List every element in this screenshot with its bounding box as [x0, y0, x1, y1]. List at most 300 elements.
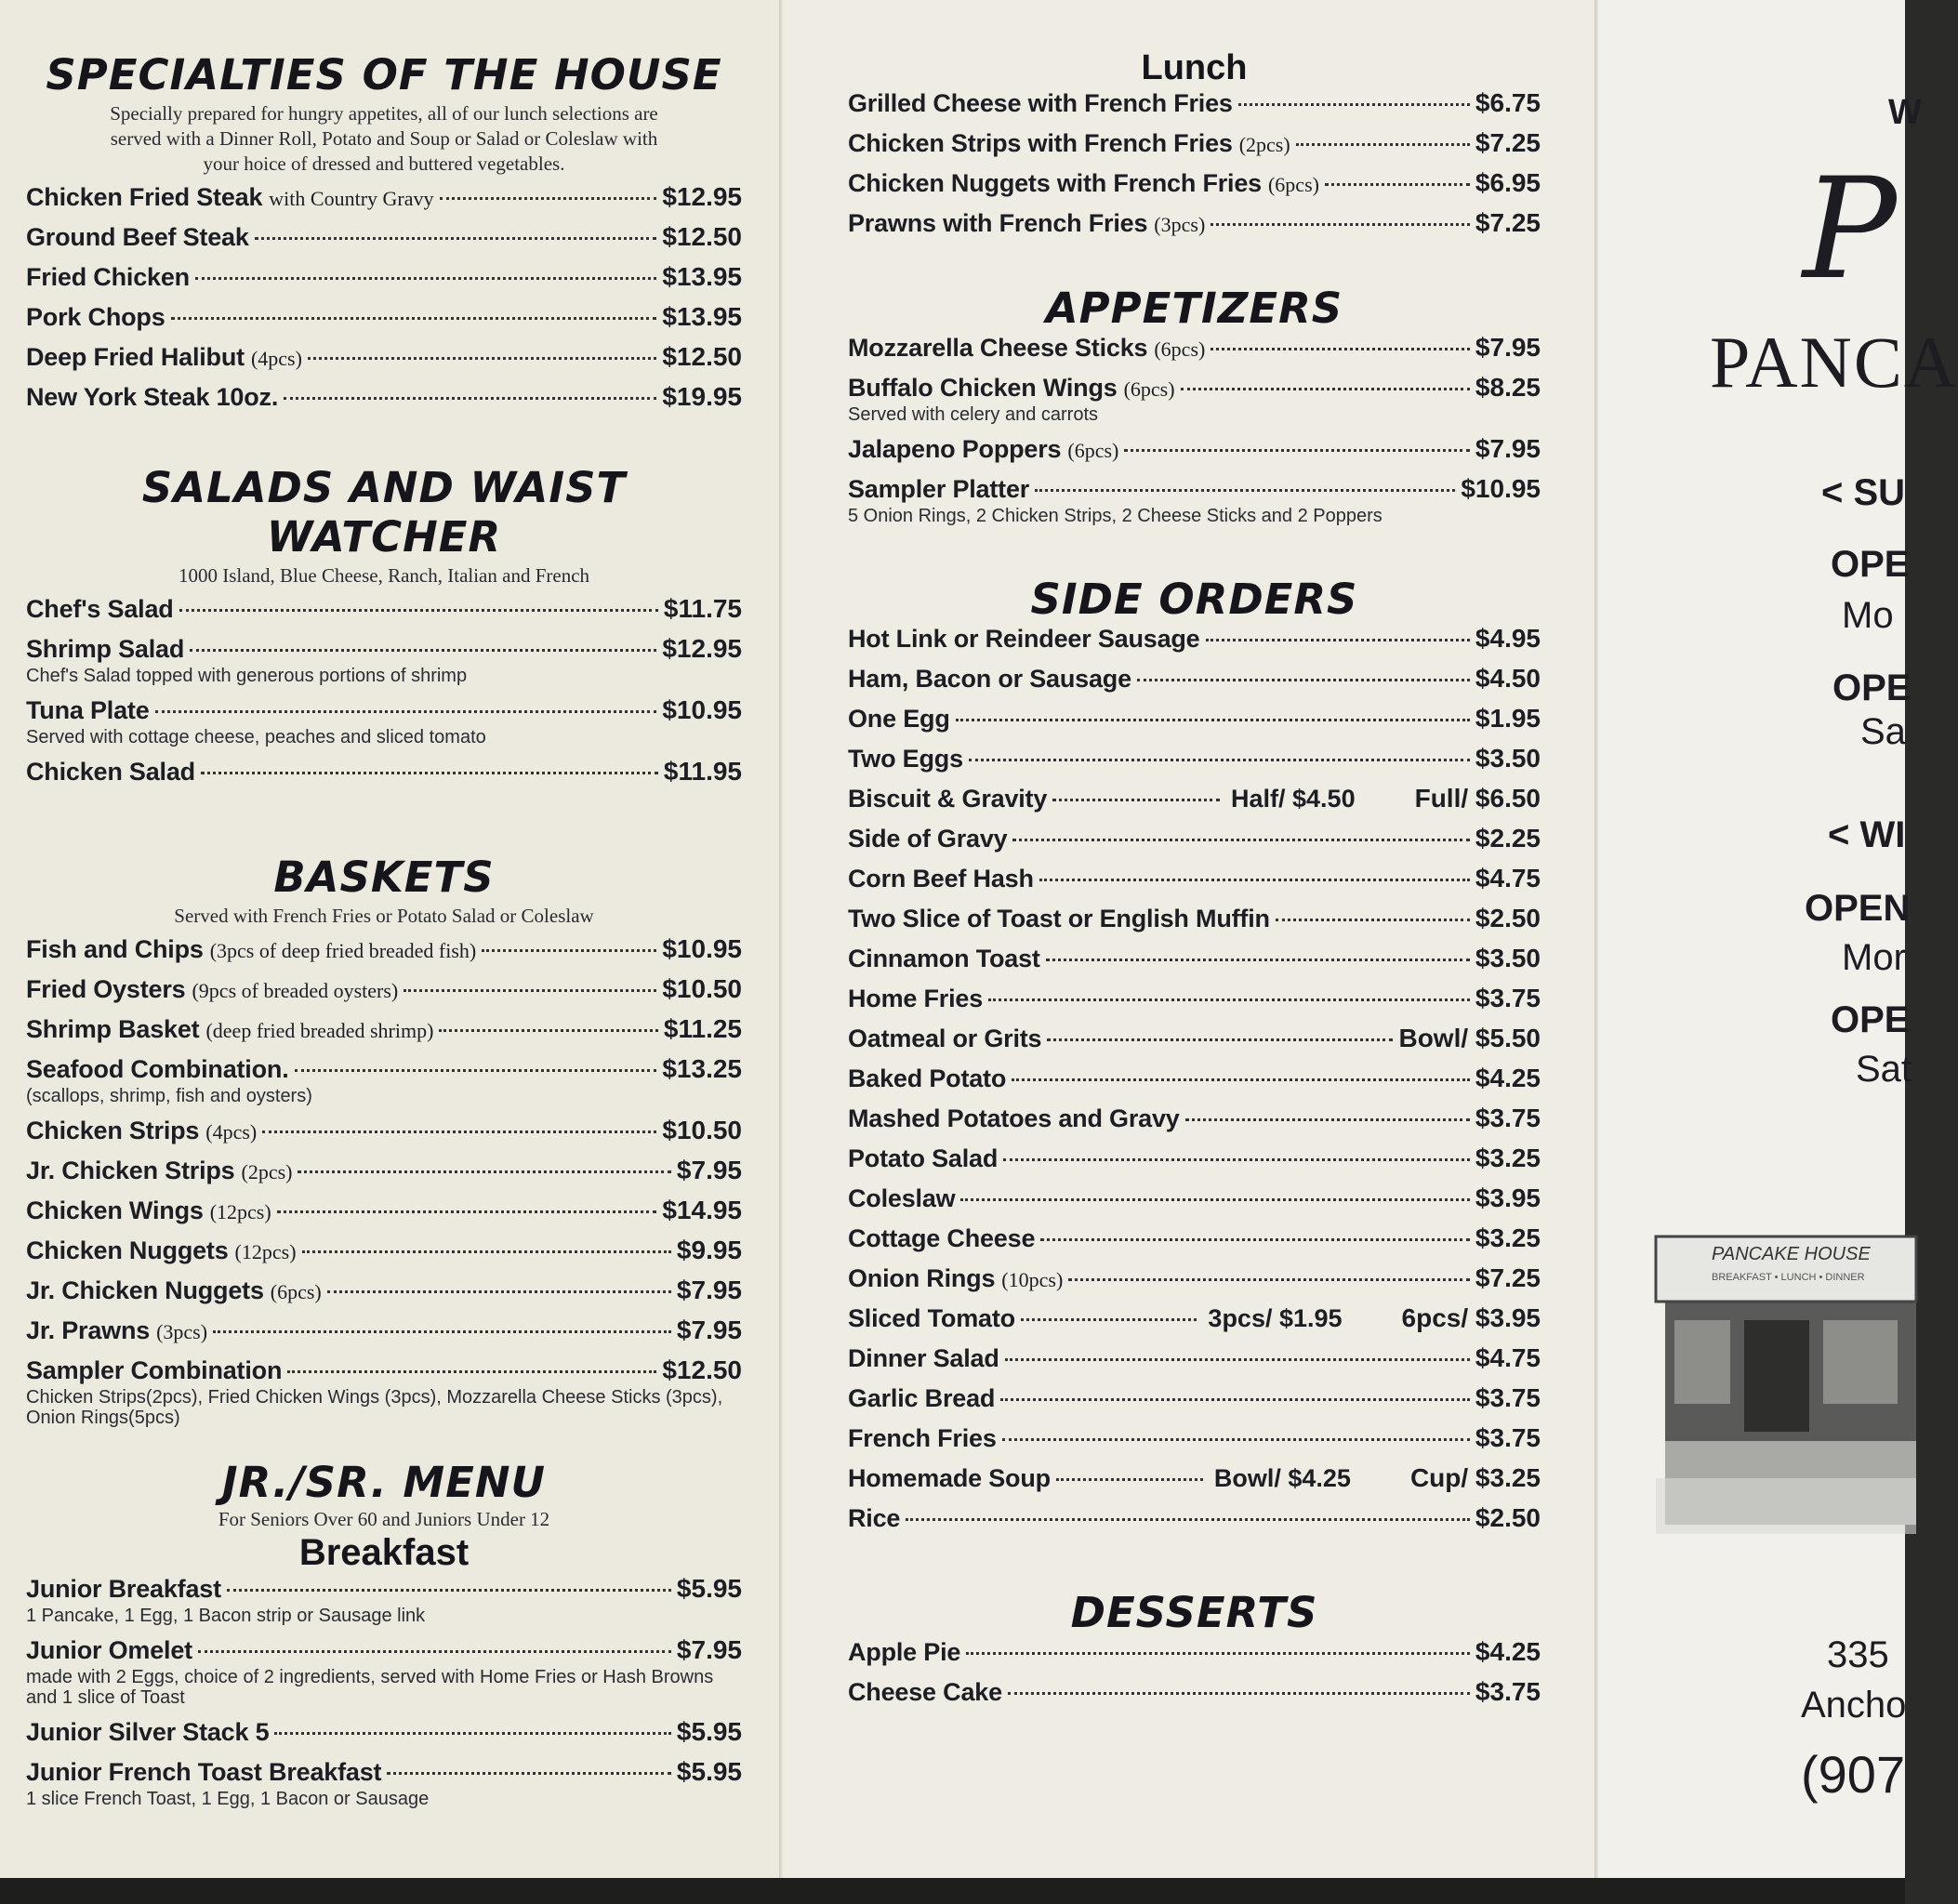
specialties-title: SPECIALTIES OF THE HOUSE [46, 50, 722, 99]
item-name: Sliced Tomato [848, 1304, 1015, 1332]
menu-item-row [848, 1223, 1541, 1263]
item-price: $11.95 [663, 757, 742, 786]
item-price: $2.50 [1475, 1503, 1541, 1532]
dot-leader [404, 989, 656, 992]
menu-item [848, 944, 1541, 984]
item-detail: (3pcs) [156, 1320, 208, 1343]
item-price: $10.95 [1461, 474, 1541, 503]
dot-leader [1238, 103, 1470, 106]
item-name: Homemade Soup [848, 1464, 1051, 1492]
menu-item [26, 757, 742, 797]
menu-item-row [26, 1717, 742, 1757]
item-name: Hot Link or Reindeer Sausage [848, 625, 1200, 653]
item-price: $3.75 [1475, 1677, 1541, 1706]
item-detail: (4pcs) [250, 347, 302, 370]
dot-leader [1137, 679, 1470, 681]
item-note: Served with celery and carrots [848, 404, 1099, 425]
menu-item [848, 864, 1541, 904]
item-note: 5 Onion Rings, 2 Chicken Strips, 2 Cheese Sticks and 2 Poppers [848, 506, 1383, 526]
menu-item-row [848, 1144, 1541, 1183]
item-note: made with 2 Eggs, choice of 2 ingredients, served with Home Fries or Hash Browns and 1 slice of Toast [26, 1667, 714, 1708]
menu-item-row [848, 944, 1541, 984]
dot-leader [1211, 348, 1470, 350]
menu-item-row [848, 434, 1541, 474]
item-price: $11.75 [663, 594, 742, 623]
dot-leader [284, 397, 656, 400]
dot-leader [1008, 1692, 1470, 1695]
specialties-description: Specially prepared for hungry appetites, all of our lunch selections are served with a Dinner Roll, Potato and Soup or Salad or Coleslaw with your hoice of dressed and buttered vegetables. [110, 102, 658, 175]
menu-item-row [26, 1635, 742, 1667]
item-name: Potato Salad [848, 1144, 999, 1172]
item-note: Chicken Strips(2pcs), Fried Chicken Wings (3pcs), Mozzarella Cheese Sticks (3pcs), Onion Rings(5pcs) [26, 1387, 723, 1428]
item-price: $3.25 [1475, 1223, 1541, 1252]
menu-item-row [26, 757, 742, 797]
item-price: $2.50 [1475, 904, 1541, 932]
item-name: Tuna Plate [26, 696, 150, 724]
menu-item-row [848, 1303, 1541, 1343]
cover-hours-heading-1: < SU [1821, 472, 1906, 513]
dot-leader [1035, 489, 1455, 492]
cover-open-1: OPE [1831, 544, 1910, 585]
cover-script-logo: P [1803, 149, 1897, 311]
item-name: Sampler Platter [848, 475, 1030, 503]
item-name: Shrimp Salad [26, 635, 185, 663]
item-detail: (2pcs) [241, 1160, 293, 1183]
item-name: French Fries [848, 1424, 997, 1452]
menu-item-row [848, 168, 1541, 208]
item-price: $19.95 [662, 382, 742, 411]
menu-item [848, 208, 1541, 248]
dot-leader [287, 1370, 656, 1373]
item-name: Cheese Cake [848, 1678, 1002, 1706]
menu-item-row [26, 974, 742, 1014]
dot-leader [1206, 639, 1470, 641]
menu-item [848, 984, 1541, 1024]
item-note: Served with cottage cheese, peaches and sliced tomato [26, 727, 486, 747]
menu-item [848, 88, 1541, 128]
menu-item [26, 1236, 742, 1276]
menu-item-row [848, 624, 1541, 664]
dot-leader [155, 710, 657, 713]
cover-day-1: Mo [1842, 595, 1894, 636]
item-name: Two Slice of Toast or English Muffin [848, 905, 1270, 932]
dot-leader [1056, 1478, 1203, 1481]
item-detail: (6pcs) [1267, 173, 1319, 196]
dot-leader [1003, 1158, 1470, 1161]
item-name: Jr. Chicken Nuggets [26, 1276, 264, 1304]
dot-leader [1012, 1078, 1470, 1081]
item-detail: (6pcs) [1154, 337, 1206, 361]
menu-item-row [26, 695, 742, 727]
jrsr-description: For Seniors Over 60 and Juniors Under 12 [218, 1508, 550, 1530]
desserts-list [848, 1637, 1541, 1717]
item-name: Fried Oysters [26, 975, 186, 1003]
dot-leader [277, 1210, 657, 1213]
menu-item-row [26, 342, 742, 382]
menu-item [26, 302, 742, 342]
menu-item [848, 784, 1541, 824]
cover-brand-name: PANCA [1710, 322, 1958, 403]
item-name: Buffalo Chicken Wings [848, 374, 1118, 402]
item-price: $10.95 [662, 934, 742, 963]
item-name: Cinnamon Toast [848, 945, 1040, 972]
item-price: Cup/ $3.25 [1409, 1463, 1541, 1492]
item-detail: (9pcs of breaded oysters) [192, 979, 399, 1002]
menu-item [848, 1223, 1541, 1263]
menu-item [848, 474, 1541, 526]
dot-leader [1181, 388, 1470, 390]
item-name: Side of Gravy [848, 825, 1008, 853]
menu-item-row [848, 744, 1541, 784]
baskets-description: Served with French Fries or Potato Salad or Coleslaw [174, 905, 594, 927]
menu-item [26, 1574, 742, 1626]
menu-item [848, 1343, 1541, 1383]
dot-leader [1021, 1318, 1197, 1321]
item-name: One Egg [848, 705, 950, 733]
item-name: Fish and Chips [26, 935, 204, 963]
menu-item [26, 1014, 742, 1054]
item-name: Garlic Bread [848, 1384, 996, 1412]
menu-item-row [26, 182, 742, 222]
menu-item-row [26, 302, 742, 342]
dot-leader [1012, 839, 1469, 841]
menu-item [848, 744, 1541, 784]
menu-item [26, 1054, 742, 1106]
item-name: Chicken Nuggets [26, 1236, 229, 1264]
item-name: Home Fries [848, 985, 984, 1012]
menu-item-row [26, 1757, 742, 1789]
dot-leader [201, 772, 658, 774]
dot-leader [966, 1652, 1470, 1655]
menu-cover-panel [1598, 0, 1958, 1878]
cover-day-2: Sa [1860, 711, 1906, 752]
dot-leader [387, 1772, 671, 1775]
cover-hours-heading-2: < WI [1828, 814, 1906, 855]
sides-title: SIDE ORDERS [1030, 575, 1358, 624]
item-price: $7.95 [676, 1156, 742, 1184]
item-detail: (3pcs) [1154, 213, 1206, 236]
item-name: Grilled Cheese with French Fries [848, 89, 1233, 117]
menu-item-row [26, 1116, 742, 1156]
item-price: $3.25 [1475, 1144, 1541, 1172]
item-name: Ham, Bacon or Sausage [848, 665, 1131, 693]
menu-item-row [848, 1423, 1541, 1463]
item-name: Chicken Salad [26, 758, 195, 786]
item-name: Seafood Combination. [26, 1055, 289, 1083]
menu-item [26, 1316, 742, 1355]
cover-open-3: OPEN [1805, 888, 1911, 929]
menu-item-row [848, 1343, 1541, 1383]
cover-address-line-1: 335 [1827, 1634, 1889, 1675]
menu-item [26, 342, 742, 382]
menu-item [848, 1503, 1541, 1543]
item-note: 1 Pancake, 1 Egg, 1 Bacon strip or Sausage link [26, 1606, 426, 1626]
menu-item-row [26, 1054, 742, 1086]
menu-item [26, 222, 742, 262]
item-price: $12.95 [662, 634, 742, 663]
item-name: Oatmeal or Grits [848, 1025, 1042, 1052]
item-note: Chef's Salad topped with generous portions of shrimp [26, 666, 468, 686]
item-price: $4.75 [1475, 864, 1541, 892]
appetizers-list [848, 333, 1541, 526]
item-name: Chicken Strips [26, 1117, 200, 1144]
dot-leader [1185, 1118, 1470, 1121]
item-price: $12.50 [662, 222, 742, 251]
menu-item-row [26, 1196, 742, 1236]
item-price: $3.75 [1475, 1104, 1541, 1132]
item-price: $14.95 [662, 1196, 742, 1224]
menu-item [848, 434, 1541, 474]
item-price: $7.95 [1475, 333, 1541, 362]
item-name: Mashed Potatoes and Gravy [848, 1104, 1180, 1132]
item-detail: (12pcs) [209, 1200, 271, 1223]
item-price: $6.75 [1475, 88, 1541, 117]
dot-leader [969, 759, 1470, 761]
item-name: Apple Pie [848, 1638, 961, 1666]
item-price: $3.50 [1475, 744, 1541, 773]
menu-item [26, 695, 742, 747]
item-price: $10.50 [662, 974, 742, 1003]
item-price: $3.50 [1475, 944, 1541, 972]
item-price: $3.95 [1475, 1183, 1541, 1212]
item-price-small: Bowl/ $4.25 [1213, 1464, 1351, 1492]
item-name: Sampler Combination [26, 1356, 283, 1384]
menu-item [848, 1263, 1541, 1303]
item-price: $4.25 [1475, 1637, 1541, 1666]
item-name: Deep Fried Halibut [26, 343, 245, 371]
item-detail: (12pcs) [234, 1240, 297, 1263]
menu-item [848, 1677, 1541, 1717]
item-price: $2.25 [1475, 824, 1541, 853]
item-price: $13.95 [662, 262, 742, 291]
menu-item [26, 382, 742, 422]
item-price: $12.50 [662, 1355, 742, 1384]
menu-item [848, 1303, 1541, 1343]
dot-leader [327, 1290, 671, 1293]
jrsr-title: JR./SR. MENU [221, 1458, 547, 1507]
item-name: Rice [848, 1504, 901, 1532]
item-detail: (deep fried breaded shrimp) [205, 1019, 434, 1042]
jrsr-list [26, 1574, 742, 1809]
item-name: Corn Beef Hash [848, 865, 1034, 892]
cover-top-fragment: W [1888, 93, 1922, 132]
item-detail: (6pcs) [1123, 377, 1175, 401]
menu-item-row [26, 1236, 742, 1276]
item-name: Mozzarella Cheese Sticks [848, 334, 1148, 362]
cover-day-3: Mor [1842, 937, 1906, 978]
dot-leader [1276, 919, 1470, 921]
item-name: Prawns with French Fries [848, 209, 1148, 237]
menu-item [848, 373, 1541, 425]
item-price: $3.75 [1475, 1423, 1541, 1452]
item-price: Bowl/ $5.50 [1398, 1024, 1541, 1052]
salads-title: SALADS AND WAIST WATCHER [141, 463, 627, 562]
dot-leader [1046, 959, 1470, 961]
item-name: Pork Chops [26, 303, 165, 331]
menu-item [848, 624, 1541, 664]
menu-item [26, 1717, 742, 1757]
dot-leader [198, 1650, 671, 1653]
item-name: New York Steak 10oz. [26, 383, 279, 411]
menu-item [26, 634, 742, 686]
item-price: $11.25 [663, 1014, 742, 1043]
dot-leader [190, 649, 656, 652]
item-name: Shrimp Basket [26, 1015, 200, 1043]
menu-item-row [848, 1677, 1541, 1717]
item-price: $13.95 [662, 302, 742, 331]
item-detail: (6pcs) [1067, 439, 1119, 462]
item-name: Junior Breakfast [26, 1575, 221, 1603]
table-surface [0, 1878, 1905, 1904]
cover-day-4: Sat [1856, 1049, 1912, 1090]
item-name: Junior French Toast Breakfast [26, 1758, 382, 1786]
item-price: $7.95 [1475, 434, 1541, 463]
menu-item [26, 1196, 742, 1236]
dot-leader [302, 1250, 671, 1253]
menu-item [26, 182, 742, 222]
dot-leader [295, 1069, 657, 1072]
menu-item-row [26, 1574, 742, 1606]
dot-leader [1005, 1358, 1470, 1361]
menu-item [848, 1104, 1541, 1144]
dot-leader [1052, 799, 1220, 801]
item-price: $1.95 [1475, 704, 1541, 733]
dot-leader [255, 237, 657, 240]
menu-item [848, 1024, 1541, 1064]
item-name: Dinner Salad [848, 1344, 999, 1372]
dot-leader [482, 949, 656, 952]
item-price: $3.75 [1475, 1383, 1541, 1412]
item-name: Jr. Chicken Strips [26, 1157, 235, 1184]
item-name: Cottage Cheese [848, 1224, 1036, 1252]
menu-item [848, 1144, 1541, 1183]
item-name: Jalapeno Poppers [848, 435, 1062, 463]
menu-item [848, 1423, 1541, 1463]
item-price: $4.75 [1475, 1343, 1541, 1372]
dot-leader [171, 317, 657, 320]
menu-item-row [26, 382, 742, 422]
menu-item-row [26, 1316, 742, 1355]
menu-item-row [26, 634, 742, 666]
dot-leader [956, 719, 1470, 721]
menu-item-row [26, 262, 742, 302]
dot-leader [1047, 1038, 1393, 1041]
item-detail: (6pcs) [270, 1280, 322, 1303]
dot-leader [298, 1170, 670, 1173]
item-price: Full/ $6.50 [1414, 784, 1541, 813]
item-price: $7.25 [1475, 208, 1541, 237]
menu-item-row [848, 128, 1541, 168]
dot-leader [988, 998, 1470, 1001]
item-price: $5.95 [676, 1574, 742, 1603]
dot-leader [906, 1518, 1470, 1521]
menu-item [26, 974, 742, 1014]
menu-item-row [848, 88, 1541, 128]
restaurant-photo [1656, 1199, 1916, 1534]
cover-phone: (907 [1801, 1745, 1906, 1804]
item-price: $5.95 [676, 1757, 742, 1786]
menu-item [848, 1463, 1541, 1503]
dot-leader [213, 1330, 671, 1333]
item-price: $10.50 [662, 1116, 742, 1144]
item-name: Biscuit & Gravity [848, 785, 1048, 813]
salads-list [26, 594, 742, 797]
dot-leader [1211, 223, 1470, 226]
menu-item [848, 1383, 1541, 1423]
menu-item-row [848, 824, 1541, 864]
baskets-title: BASKETS [273, 853, 495, 902]
item-price: $9.95 [676, 1236, 742, 1264]
menu-item-row [848, 704, 1541, 744]
appetizers-title: APPETIZERS [1045, 284, 1343, 333]
menu-item [848, 333, 1541, 373]
item-price: $10.95 [662, 695, 742, 724]
dot-leader [179, 609, 658, 612]
item-detail: with Country Gravy [269, 187, 434, 210]
menu-item [26, 262, 742, 302]
menu-item [848, 128, 1541, 168]
item-name: Chicken Nuggets with French Fries [848, 169, 1262, 197]
item-price: $4.50 [1475, 664, 1541, 693]
item-price: $7.25 [1475, 1263, 1541, 1292]
photo-sign-subtext: BREAKFAST • LUNCH • DINNER [1712, 1272, 1865, 1283]
dot-leader [439, 1029, 657, 1032]
menu-item-row [26, 1276, 742, 1316]
item-price: $4.95 [1475, 624, 1541, 653]
breakfast-subtitle: Breakfast [298, 1532, 470, 1573]
lunch-title: Lunch [1141, 48, 1248, 87]
menu-item-row [848, 208, 1541, 248]
specialties-list [26, 182, 742, 422]
menu-item-row [26, 594, 742, 634]
item-name: Two Eggs [848, 745, 963, 773]
menu-item [26, 1276, 742, 1316]
baskets-list [26, 934, 742, 1428]
item-price: $7.95 [676, 1635, 742, 1664]
menu-item-row [848, 333, 1541, 373]
item-price: $7.25 [1475, 128, 1541, 157]
item-price: 6pcs/ $3.95 [1401, 1303, 1541, 1332]
menu-item-row [848, 373, 1541, 404]
item-note: (scallops, shrimp, fish and oysters) [26, 1086, 312, 1106]
item-price: $4.25 [1475, 1064, 1541, 1092]
menu-item-row [848, 1104, 1541, 1144]
item-name: Ground Beef Steak [26, 223, 249, 251]
item-detail: (3pcs of deep fried breaded fish) [209, 939, 477, 962]
desserts-title: DESSERTS [1070, 1588, 1318, 1637]
item-note: 1 slice French Toast, 1 Egg, 1 Bacon or Sausage [26, 1789, 430, 1809]
dot-leader [274, 1732, 670, 1735]
item-name: Chicken Wings [26, 1197, 204, 1224]
menu-item [26, 1355, 742, 1428]
item-price: $5.95 [676, 1717, 742, 1746]
item-name: Baked Potato [848, 1064, 1007, 1092]
menu-item-row [848, 474, 1541, 506]
item-name: Chicken Strips with French Fries [848, 129, 1233, 157]
dot-leader [1068, 1278, 1470, 1281]
lunch-list [848, 88, 1541, 248]
dot-leader [1124, 449, 1470, 452]
menu-item-row [848, 1024, 1541, 1064]
item-name: Coleslaw [848, 1184, 956, 1212]
menu-item-row [26, 1014, 742, 1054]
menu-item-row [848, 784, 1541, 824]
menu-panel-left [0, 0, 779, 1878]
menu-item-row [848, 1637, 1541, 1677]
menu-item-row [848, 1064, 1541, 1104]
salads-description: 1000 Island, Blue Cheese, Ranch, Italian and French [178, 564, 590, 587]
item-detail: (4pcs) [205, 1120, 258, 1144]
